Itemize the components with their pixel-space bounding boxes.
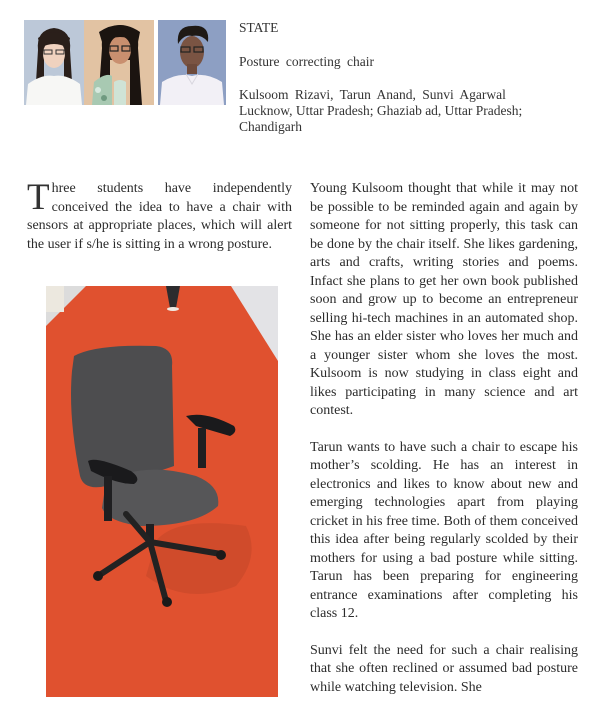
intro-text: hree students have independently conceived the idea to have a chair with sensors at appropriate places, which will alert the user if s/he is sitting in a wrong posture.	[27, 181, 292, 252]
drop-cap: T	[27, 177, 50, 218]
student-places: Lucknow, Uttar Pradesh; Ghaziab ad, Uttar Pradesh; Chandigarh	[239, 103, 523, 134]
paragraph-sunvi: Sunvi felt the need for such a chair realising that she often reclined or assumed bad posture while watching television. She	[310, 642, 578, 695]
chair-photo	[46, 286, 278, 697]
paragraph-kulsoom: Young Kulsoom thought that while it may not be possible to be reminded again and again by someone for not sitting properly, this task can be done by the chair itself. She likes gardening, arts and crafts, writing stories and poems. Infact she plans to get her own book published soon and grow up to become an entrepreneur selling hi-tech machines in an automated shop. She has an elder sister who loves her much and a younger sister whom she loves the most. Kulsoom is now studying in class eight and likes participating in many science and art contest.	[310, 181, 578, 418]
paragraph-tarun: Tarun wants to have such a chair to escape his mother’s scolding. He has an interest in electronics and likes to know about new and emerging technologies apart from playing cricket in his free time. Both of them conceived this idea after being regularly scolded by their mothers for using a bad posture while sitting. Tarun has been preparing for engineering entrance examinations after completing his class 12.	[310, 439, 578, 621]
section-label: STATE	[239, 20, 279, 35]
portrait-sunvi	[84, 20, 154, 105]
left-column	[27, 177, 292, 272]
project-title: Posture correcting chair	[239, 54, 374, 69]
intro-paragraph	[27, 177, 292, 254]
entry-header	[239, 20, 579, 135]
student-names: Kulsoom Rizavi, Tarun Anand, Sunvi Agarwal	[239, 87, 506, 102]
portrait-kulsoom	[24, 20, 84, 105]
right-column	[310, 180, 578, 714]
portrait-tarun	[158, 20, 226, 105]
